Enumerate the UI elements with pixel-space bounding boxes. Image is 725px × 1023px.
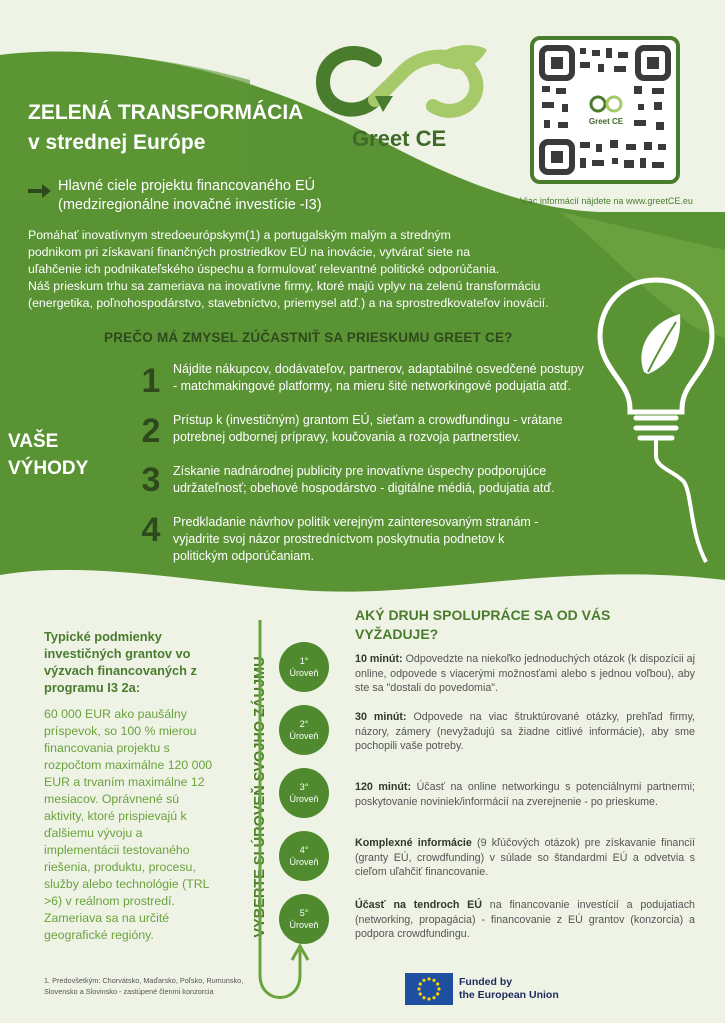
benefit-item (173, 361, 584, 395)
level-text: Účasť na online networkingu s potenciálnymi partnermi; poskytovanie noviniek/informácií na zverejnenie - po prieskume. (355, 781, 696, 808)
level-description (355, 652, 695, 696)
level-bold: 10 minút: (355, 653, 403, 665)
level-badge-word: Úroveň (289, 668, 319, 678)
benefit-item (173, 463, 555, 497)
greet-logo-icon (315, 40, 493, 124)
eu-line: the European Union (459, 989, 559, 1001)
level-text: Odpovede na viac štruktúrované otázky, prehľad firmy, názory, zámery (nevyžadujú sa žiadne citlivé informácie), aby sme pochopili vaše potreby. (355, 711, 695, 752)
typical-body: 60 000 EUR ako paušálny príspevok, so 100 % mierou financovania projektu s rozpočtom maximálne 120 000 EUR a trvaním maximálne 12 mesiacov. Oprávnené sú aktivity, ktoré prispievajú k ďalšiemu vývoju a implementácii testovaného riešenia, produktu, procesu, služby alebo technológie (TRL >6) v reálnom prostredí. Zameriava sa na určité geografické regióny. (44, 707, 213, 942)
goals-line-1: Hlavné ciele projektu financovaného EÚ (58, 178, 316, 194)
level-description (355, 836, 695, 880)
level-badge-number: 2° (299, 719, 309, 729)
qr-code[interactable] (530, 36, 680, 184)
eu-flag-icon (405, 973, 453, 1005)
light-bulb-icon (596, 272, 716, 572)
level-description (355, 710, 695, 754)
footnote: 1. Predovšetkým: Chorvátsko, Maďarsko, Poľsko, Rumunsko, Slovensko a Slovinsko - zastúpené členmi konzorcia (44, 976, 244, 996)
qr-pattern-icon (534, 40, 676, 180)
vertical-label-text: VYBERTE SI ÚROVEŇ SVOJHO ZÁUJMU (252, 656, 268, 938)
benefit-line: Nájdite nákupcov, dodávateľov, partnerov, adaptabilné osvedčené postupy (173, 362, 584, 376)
level-badge-word: Úroveň (289, 794, 319, 804)
level-badge-number: 3° (299, 782, 309, 792)
benefit-item (173, 514, 538, 565)
benefit-line: vyjadrite svoj názor prostredníctvom poskytnutia podnetov k (173, 532, 505, 546)
benefit-line: udržateľnosť; obehové hospodárstvo - digitálne médiá, podujatia atď. (173, 481, 555, 495)
level-bold: Komplexné informácie (355, 837, 472, 849)
level-badge-number: 4° (299, 845, 309, 855)
benefit-line: potrebnej odbornej prípravy, koučovania a rozvoja partnerstiev. (173, 430, 521, 444)
level-badge-4 (279, 831, 329, 881)
goals-line-2: (medziregionálne inovačné investície -I3) (58, 197, 322, 213)
level-badge-3 (279, 768, 329, 818)
level-bold: 30 minút: (355, 711, 407, 723)
level-text: Odpovedzte na niekoľko jednoduchých otázok (k dispozícii aj online, odpovede s viacerými možnosťami alebo s jednou voľbou), aby ste sa "dostali do povedomia". (355, 653, 695, 694)
level-text: na financovanie investícií a podujatiach (networking, propagácia) - financovanie z EÚ grantov (konzorcia) a podpora crowdfundingu. (355, 899, 695, 940)
benefits-side-label (8, 428, 88, 482)
intro-line: podnikom pri získavaní finančných prostriedkov EÚ na inovácie, vytvárať siete na (28, 245, 471, 259)
side-label-line: VÝHODY (8, 458, 89, 479)
title-line-1: ZELENÁ TRANSFORMÁCIA (28, 101, 304, 124)
qr-note: Viac informácií nájdete na www.greetCE.eu (520, 196, 693, 206)
page-title (28, 98, 303, 158)
level-badge-word: Úroveň (289, 731, 319, 741)
typical-heading: Typické podmienky investičných grantov vo výzvach financovaných z programu I3 2a: (44, 629, 197, 695)
level-badge-5 (279, 894, 329, 944)
benefit-line: Prístup k (investičným) grantom EÚ, sieťam a crowdfundingu - vrátane (173, 413, 563, 427)
title-line-2: v strednej Európe (28, 131, 206, 154)
intro-line: Náš prieskum trhu sa zameriava na inovatívne firmy, ktoré majú vplyv na zelenú transformáciu (28, 279, 541, 293)
benefit-line: Predkladanie návrhov politík verejným zainteresovaným stranám - (173, 515, 539, 529)
benefit-item (173, 412, 563, 446)
level-bold: Účasť na tendroch EÚ (355, 899, 483, 911)
level-badge-2 (279, 705, 329, 755)
intro-line: (energetika, poľnohospodárstvo, stavebníctvo, priemysel atď.) a na sprostredkovateľov inovácií. (28, 296, 549, 310)
intro-paragraph (28, 227, 593, 312)
benefits-heading: PREČO MÁ ZMYSEL ZÚČASTNIŤ SA PRIESKUMU GREET CE? (104, 330, 513, 345)
side-label-line: VAŠE (8, 431, 59, 452)
benefit-number: 2 (141, 412, 161, 450)
benefit-line: - matchmakingové platformy, na mieru šité networkingové podujatia atď. (173, 379, 571, 393)
level-badge-word: Úroveň (289, 920, 319, 930)
logo-text: Greet CE (352, 126, 447, 151)
level-badge-word: Úroveň (289, 857, 319, 867)
level-badge-number: 5° (299, 908, 309, 918)
cooperation-heading: AKÝ DRUH SPOLUPRÁCE SA OD VÁS VYŽADUJE? (355, 607, 611, 642)
qr-logo-text: Greet CE (588, 117, 624, 126)
arrow-right-icon (28, 182, 52, 200)
eu-funding-text (459, 976, 559, 1002)
benefit-line: Získanie nadnárodnej publicity pre inovatívne úspechy podporujúce (173, 464, 547, 478)
eu-line: Funded by (459, 976, 513, 988)
level-badge-number: 1° (299, 656, 309, 666)
level-description (355, 780, 695, 809)
eu-stars-icon (405, 973, 453, 1005)
benefit-number: 4 (141, 511, 161, 549)
benefit-line: politickým odporúčaniam. (173, 549, 315, 563)
intro-line: Pomáhať inovatívnym stredoeurópskym(1) a portugalským malým a stredným (28, 228, 451, 242)
level-badge-1 (279, 642, 329, 692)
goals-heading (58, 177, 322, 215)
intro-line: uľahčenie ich podnikateľského úspechu a formulovať relevantné politické odporúčania. (28, 262, 500, 276)
benefit-number: 1 (141, 362, 161, 400)
level-text: (9 kľúčových otázok) pre získavanie financií (granty EÚ, crowdfunding) v súlade so štandardmi EÚ a odvetvia s cieľom uľahčiť financovanie. (355, 837, 695, 878)
level-description (355, 898, 695, 942)
benefit-number: 3 (141, 461, 161, 499)
level-bold: 120 minút: (355, 781, 412, 793)
